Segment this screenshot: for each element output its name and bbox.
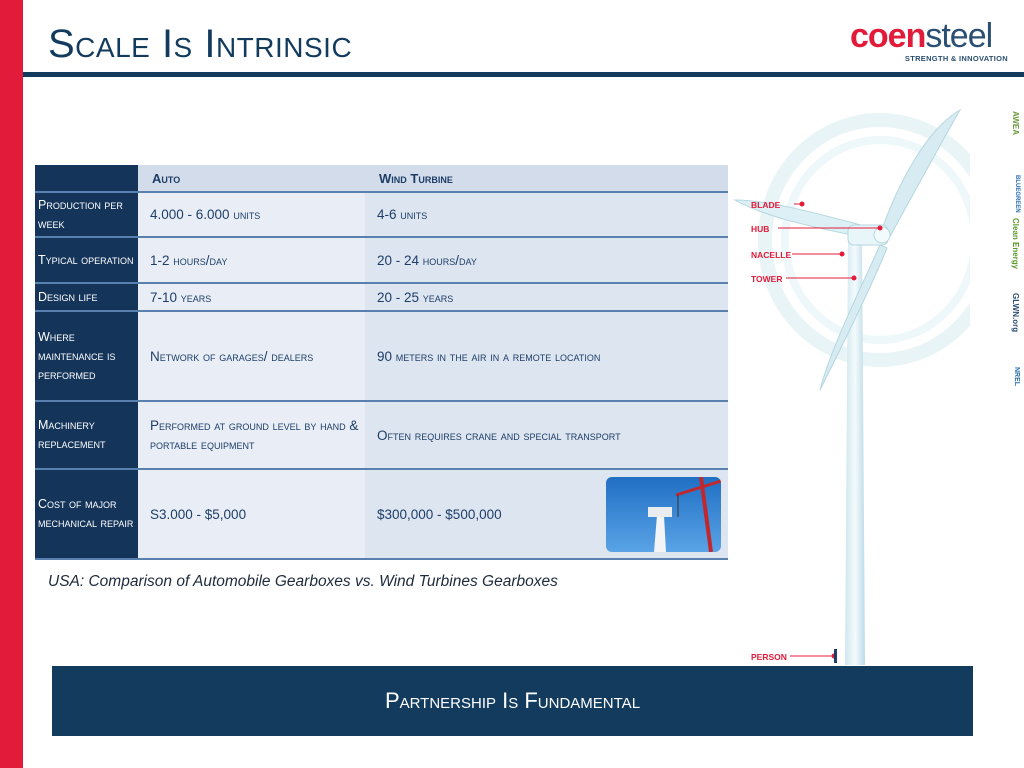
bluegreen-logo: BLUEGREEN — [1014, 175, 1020, 213]
awea-logo: AWEA — [1011, 111, 1020, 135]
turbine-illustration — [730, 90, 970, 670]
nacelle-label: NACELLE — [751, 250, 792, 260]
nrel-logo: NREL — [1013, 367, 1020, 387]
row-header: Machinery replacement — [35, 401, 138, 469]
hub-label: HUB — [751, 224, 770, 234]
crane-photo-illustration — [606, 477, 721, 552]
company-logo — [850, 18, 1014, 68]
table-row — [35, 401, 728, 469]
table-header-row — [35, 165, 728, 192]
auto-value: S3.000 - $5,000 — [138, 469, 365, 559]
logo-word-primary: coen — [850, 17, 926, 55]
clean-energy-logo: Clean Energy — [1011, 218, 1020, 270]
title-divider — [23, 72, 1024, 77]
row-header: Typical operation — [35, 237, 138, 283]
table-row — [35, 192, 728, 237]
row-header: Where maintenance is performed — [35, 311, 138, 401]
person-figure — [834, 649, 837, 663]
wind-value: 90 meters in the air in a remote location — [365, 311, 728, 401]
blade-label: BLADE — [751, 200, 781, 210]
column-header-wind-turbine: Wind Turbine — [365, 165, 728, 192]
wind-value: 20 - 24 hours/day — [365, 237, 728, 283]
column-header-auto: Auto — [138, 165, 365, 192]
auto-value: Network of garages/ dealers — [138, 311, 365, 401]
wind-value: $300,000 - $500,000 — [365, 469, 728, 559]
sponsor-logo-strip — [990, 88, 1020, 418]
table-caption: USA: Comparison of Automobile Gearboxes vs. Wind Turbines Gearboxes — [48, 573, 558, 590]
logo-word-secondary: steel — [925, 17, 993, 55]
wind-value: 20 - 25 years — [365, 283, 728, 311]
auto-value: Performed at ground level by hand & portable equipment — [138, 401, 365, 469]
glwn-logo: GLWN.org — [1011, 293, 1020, 333]
crane-repair-photo — [606, 477, 721, 552]
left-accent-bar — [0, 0, 23, 768]
table-row — [35, 311, 728, 401]
auto-value: 7-10 years — [138, 283, 365, 311]
table-row — [35, 283, 728, 311]
row-header: Production per week — [35, 192, 138, 237]
row-header: Design life — [35, 283, 138, 311]
wind-value: Often requires crane and special transport — [365, 401, 728, 469]
auto-value: 4.000 - 6.000 units — [138, 192, 365, 237]
auto-value: 1-2 hours/day — [138, 237, 365, 283]
wind-value: 4-6 units — [365, 192, 728, 237]
footer-banner-text: Partnership Is Fundamental — [384, 688, 641, 713]
slide-title: Scale Is Intrinsic — [48, 22, 353, 66]
logo-tagline: STRENGTH & INNOVATION — [904, 54, 1008, 63]
wind-turbine-diagram — [730, 90, 970, 670]
row-header: Cost of major mechanical repair — [35, 469, 138, 559]
tower-label: TOWER — [751, 274, 783, 284]
person-label: PERSON — [751, 652, 787, 662]
table-row — [35, 237, 728, 283]
table-corner-cell — [35, 165, 138, 192]
footer-banner — [52, 666, 973, 736]
